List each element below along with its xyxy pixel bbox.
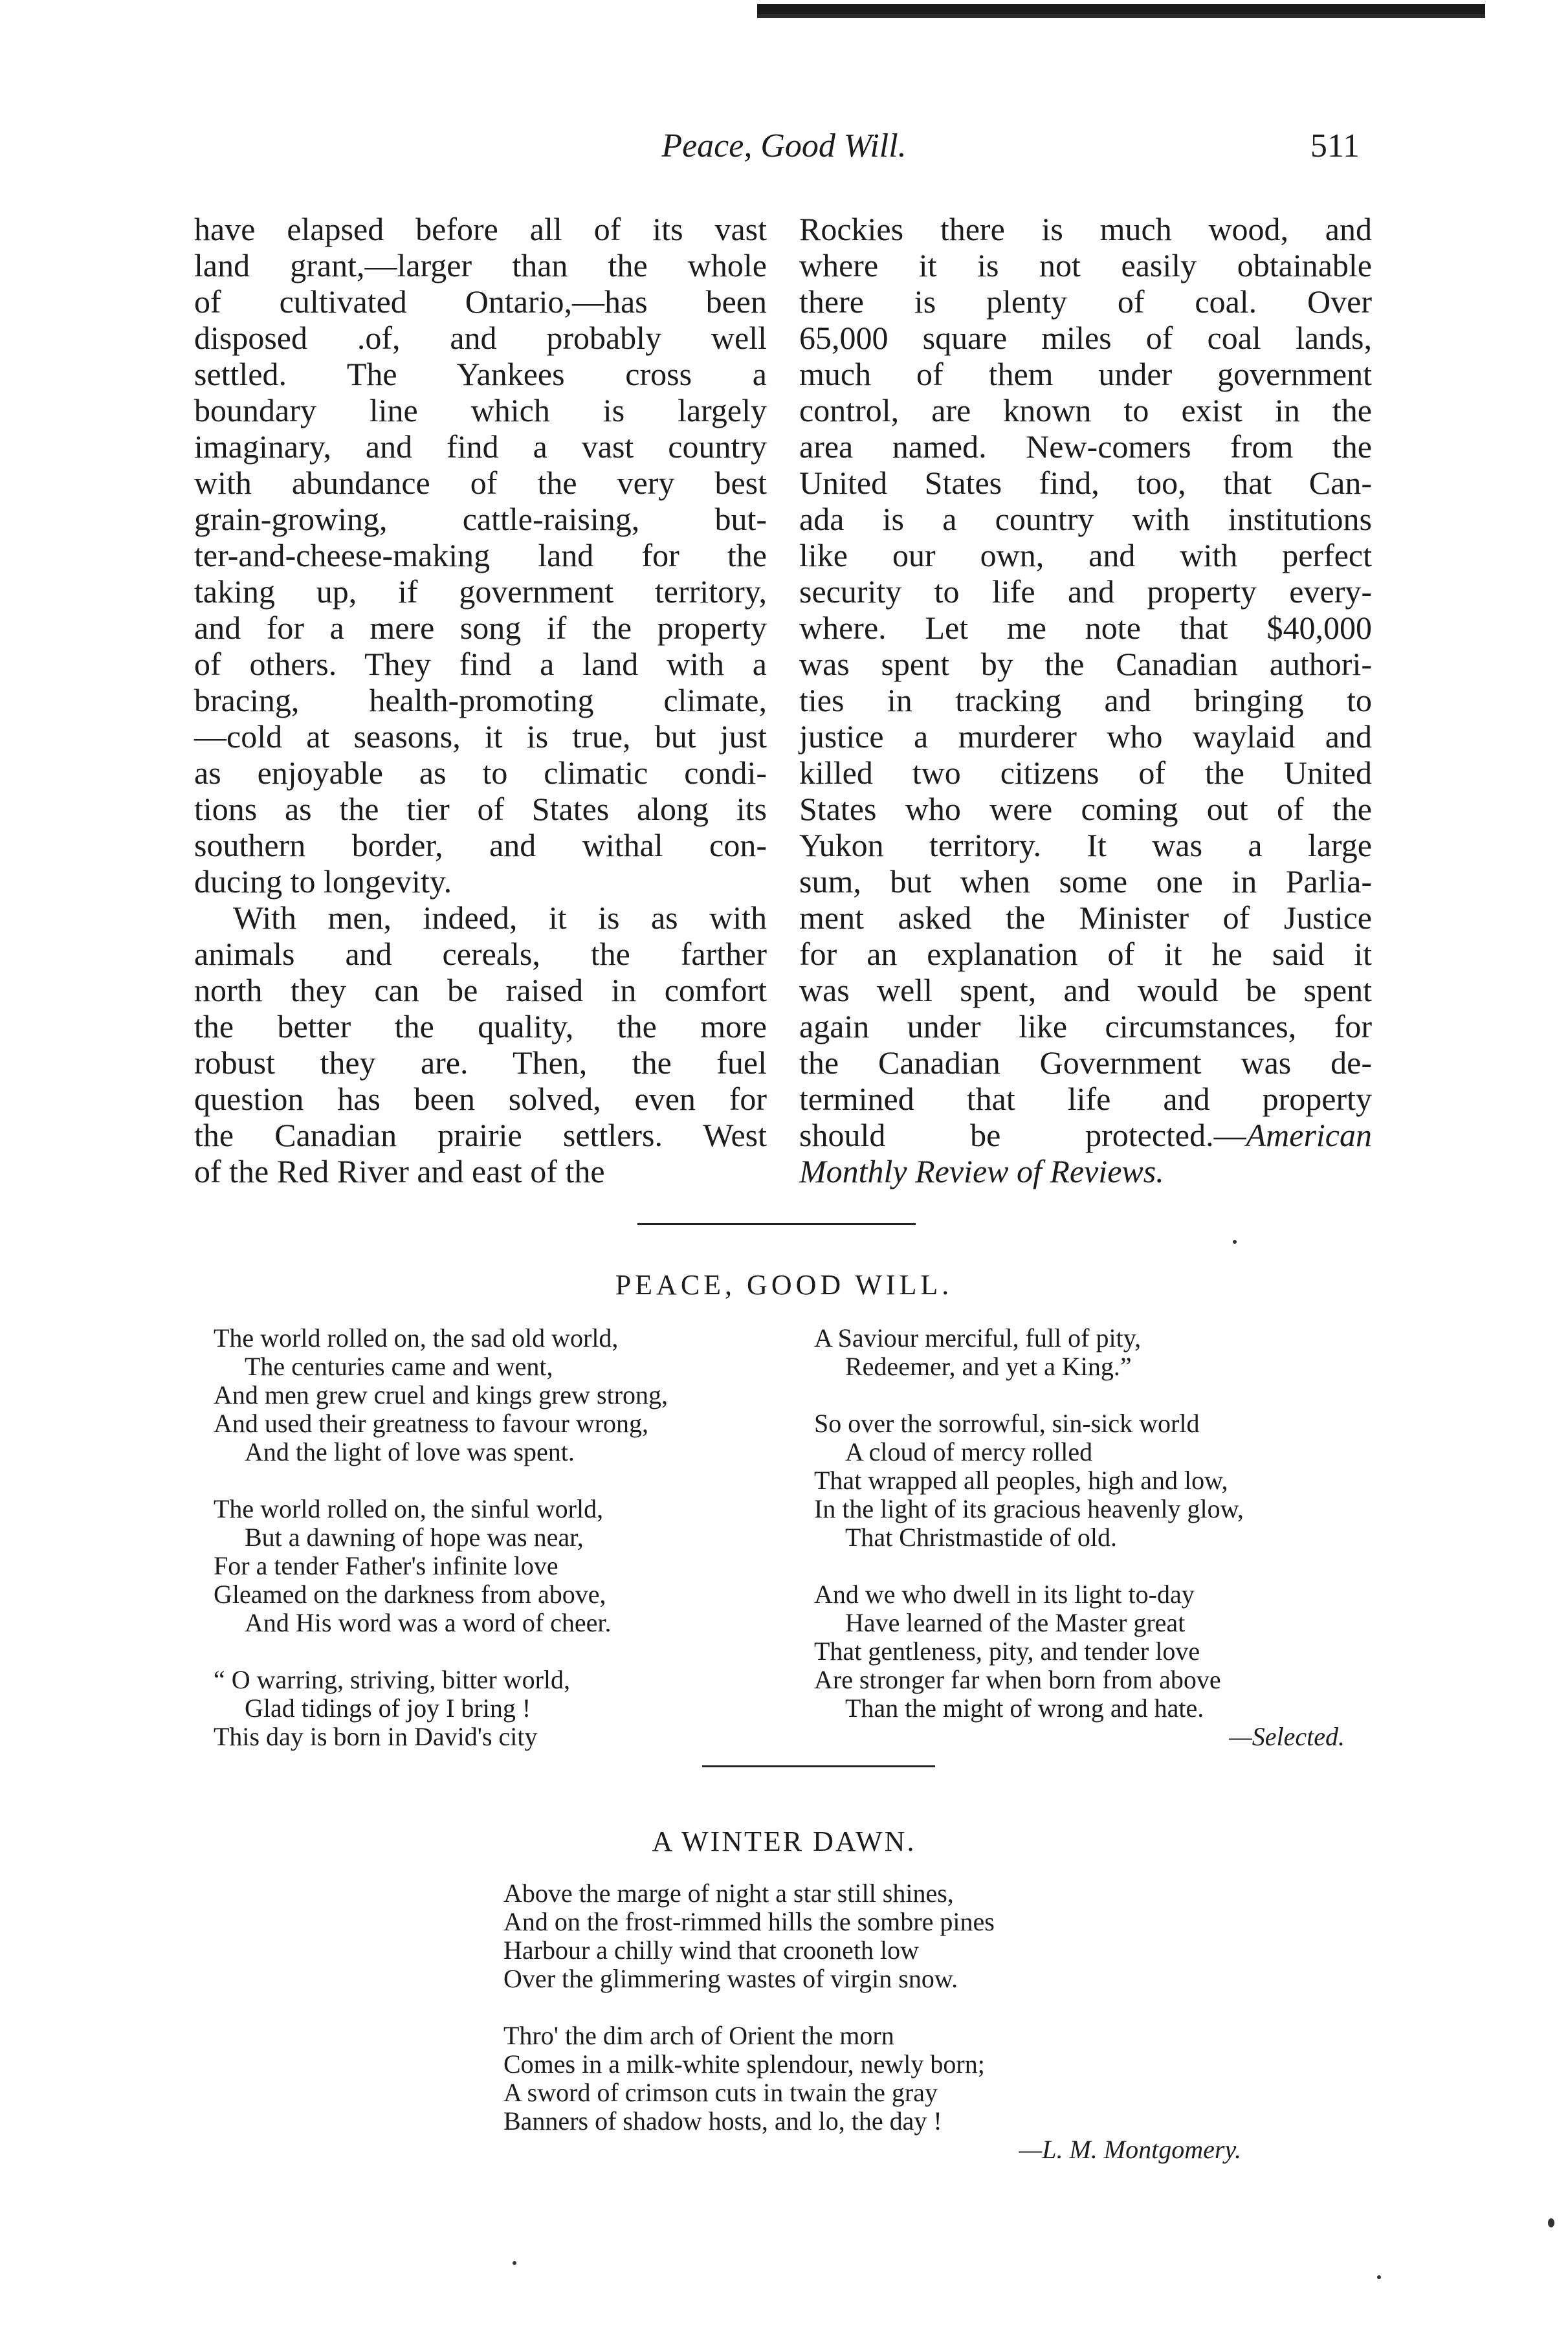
text-line: land grant,—larger than the whole <box>194 247 767 283</box>
text-line: there is plenty of coal. Over <box>799 283 1372 320</box>
poem-line: Thro' the dim arch of Orient the morn <box>503 2021 894 2050</box>
text-line: ada is a country with institutions <box>799 501 1372 537</box>
poem-line: And His word was a word of cheer. <box>245 1608 612 1637</box>
text-line <box>799 1117 1372 1153</box>
poem-line: That gentleness, pity, and tender love <box>814 1637 1200 1666</box>
article-left-column <box>194 211 767 1189</box>
text-line: where. Let me note that $40,000 <box>799 610 1372 646</box>
poem-line: This day is born in David's city <box>214 1722 538 1751</box>
text-line: with abundance of the very best <box>194 465 767 501</box>
text-line: With men, indeed, it is as with <box>233 900 767 936</box>
poem-line: That wrapped all peoples, high and low, <box>814 1466 1228 1495</box>
poem-line: Over the glimmering wastes of virgin snow. <box>503 1964 958 1993</box>
text-line: southern border, and withal con- <box>194 827 767 863</box>
poem-line: A sword of crimson cuts in twain the gray <box>503 2078 938 2107</box>
page-number: 511 <box>1310 127 1360 164</box>
poem-peace-left-column <box>214 1324 668 1780</box>
text-line: disposed .of, and probably well <box>194 320 767 356</box>
poem-attribution: —Selected. <box>1229 1722 1345 1751</box>
poem-winter-dawn <box>503 1879 1241 2164</box>
text-line: justice a murderer who waylaid and <box>799 718 1372 755</box>
poem-attribution: —L. M. Montgomery. <box>1019 2135 1241 2164</box>
text-line: boundary line which is largely <box>194 392 767 428</box>
text-line: was well spent, and would be spent <box>799 972 1372 1008</box>
poem-line: Banners of shadow hosts, and lo, the day ! <box>503 2106 942 2136</box>
stanza <box>814 1409 1345 1552</box>
text-line: was spent by the Canadian authori- <box>799 646 1372 682</box>
text-line: for an explanation of it he said it <box>799 936 1372 972</box>
text-line: ter-and-cheese-making land for the <box>194 537 767 573</box>
stanza <box>214 1666 668 1751</box>
poem-line: And used their greatness to favour wrong, <box>214 1409 649 1438</box>
stanza <box>503 2022 1241 2136</box>
text-line: the Canadian prairie settlers. West <box>194 1117 767 1153</box>
print-speck <box>1548 2218 1554 2227</box>
stanza <box>214 1324 668 1466</box>
text-line: the Canadian Government was de- <box>799 1044 1372 1081</box>
text-line: ment asked the Minister of Justice <box>799 900 1372 936</box>
section-divider <box>637 1223 916 1225</box>
source-citation: Monthly Review of Reviews. <box>799 1153 1164 1189</box>
poem-line: The world rolled on, the sad old world, <box>214 1323 619 1352</box>
text-line: security to life and property every- <box>799 573 1372 610</box>
text-fragment: should be protected.— <box>799 1117 1246 1153</box>
article-right-column <box>799 211 1372 1189</box>
poem-line: For a tender Father's infinite love <box>214 1551 558 1580</box>
poem-line: The centuries came and went, <box>245 1352 553 1381</box>
poem-line: Are stronger far when born from above <box>814 1665 1221 1694</box>
poem-line: That Christmastide of old. <box>845 1523 1117 1552</box>
poem-title-peace-good-will: PEACE, GOOD WILL. <box>615 1269 953 1301</box>
text-line: again under like circumstances, for <box>799 1008 1372 1044</box>
text-line: Yukon territory. It was a large <box>799 827 1372 863</box>
text-line: the better the quality, the more <box>194 1008 767 1044</box>
text-line: of cultivated Ontario,—has been <box>194 283 767 320</box>
poem-line: Glad tidings of joy I bring ! <box>245 1694 531 1723</box>
text-line: north they can be raised in comfort <box>194 972 767 1008</box>
text-line: ducing to longevity. <box>194 863 452 900</box>
stanza <box>214 1495 668 1637</box>
print-speck <box>1233 1240 1237 1244</box>
text-line: grain-growing, cattle-raising, but- <box>194 501 767 537</box>
poem-line: And the light of love was spent. <box>245 1437 575 1466</box>
stanza <box>503 1879 1241 1993</box>
poem-peace-right-column <box>814 1324 1345 1751</box>
text-line: robust they are. Then, the fuel <box>194 1044 767 1081</box>
print-speck <box>1377 2275 1381 2279</box>
text-line: tions as the tier of States along its <box>194 791 767 827</box>
poem-line: Than the might of wrong and hate. <box>845 1694 1204 1723</box>
text-line: bracing, health-promoting climate, <box>194 682 767 718</box>
print-speck <box>513 2261 516 2265</box>
poem-line: “ O warring, striving, bitter world, <box>214 1665 570 1694</box>
source-citation: American <box>1246 1117 1372 1153</box>
text-line: sum, but when some one in Parlia- <box>799 863 1372 900</box>
text-line: of others. They find a land with a <box>194 646 767 682</box>
poem-line: Gleamed on the darkness from above, <box>214 1580 606 1609</box>
text-line: taking up, if government territory, <box>194 573 767 610</box>
poem-line: But a dawning of hope was near, <box>245 1523 584 1552</box>
text-line: United States find, too, that Can- <box>799 465 1372 501</box>
poem-line: Redeemer, and yet a King.” <box>845 1352 1132 1381</box>
text-line: of the Red River and east of the <box>194 1153 605 1189</box>
text-line: —cold at seasons, it is true, but just <box>194 718 767 755</box>
poem-line: So over the sorrowful, sin-sick world <box>814 1409 1200 1438</box>
text-line: control, are known to exist in the <box>799 392 1372 428</box>
text-line: imaginary, and find a vast country <box>194 428 767 465</box>
text-line: ties in tracking and bringing to <box>799 682 1372 718</box>
text-line: and for a mere song if the property <box>194 610 767 646</box>
stanza <box>814 1580 1345 1723</box>
text-line: where it is not easily obtainable <box>799 247 1372 283</box>
poem-line: And men grew cruel and kings grew strong, <box>214 1380 668 1409</box>
text-line: as enjoyable as to climatic condi- <box>194 755 767 791</box>
poem-line: And on the frost-rimmed hills the sombre pines <box>503 1907 995 1936</box>
page-top-rule-thin <box>757 14 1485 18</box>
poem-line: And we who dwell in its light to-day <box>814 1580 1195 1609</box>
poem-line: In the light of its gracious heavenly glow, <box>814 1494 1244 1523</box>
text-line: area named. New-comers from the <box>799 428 1372 465</box>
poem-line: The world rolled on, the sinful world, <box>214 1494 604 1523</box>
text-line: Rockies there is much wood, and <box>799 211 1372 247</box>
text-line: animals and cereals, the farther <box>194 936 767 972</box>
poem-line: A cloud of mercy rolled <box>845 1437 1093 1466</box>
section-divider <box>702 1765 935 1767</box>
text-line: much of them under government <box>799 356 1372 392</box>
text-line: termined that life and property <box>799 1081 1372 1117</box>
text-line: States who were coming out of the <box>799 791 1372 827</box>
text-line: 65,000 square miles of coal lands, <box>799 320 1372 356</box>
poem-line: Above the marge of night a star still shines, <box>503 1879 954 1908</box>
running-title: Peace, Good Will. <box>661 127 907 164</box>
poem-line: Have learned of the Master great <box>845 1608 1186 1637</box>
poem-line: A Saviour merciful, full of pity, <box>814 1323 1142 1352</box>
poem-line: Comes in a milk-white splendour, newly born; <box>503 2049 985 2079</box>
text-line: question has been solved, even for <box>194 1081 767 1117</box>
text-line: like our own, and with perfect <box>799 537 1372 573</box>
poem-line: Harbour a chilly wind that crooneth low <box>503 1936 920 1965</box>
text-line: settled. The Yankees cross a <box>194 356 767 392</box>
poem-title-winter-dawn: A WINTER DAWN. <box>652 1826 916 1857</box>
text-line: have elapsed before all of its vast <box>194 211 767 247</box>
stanza <box>814 1324 1345 1381</box>
text-line: killed two citizens of the United <box>799 755 1372 791</box>
